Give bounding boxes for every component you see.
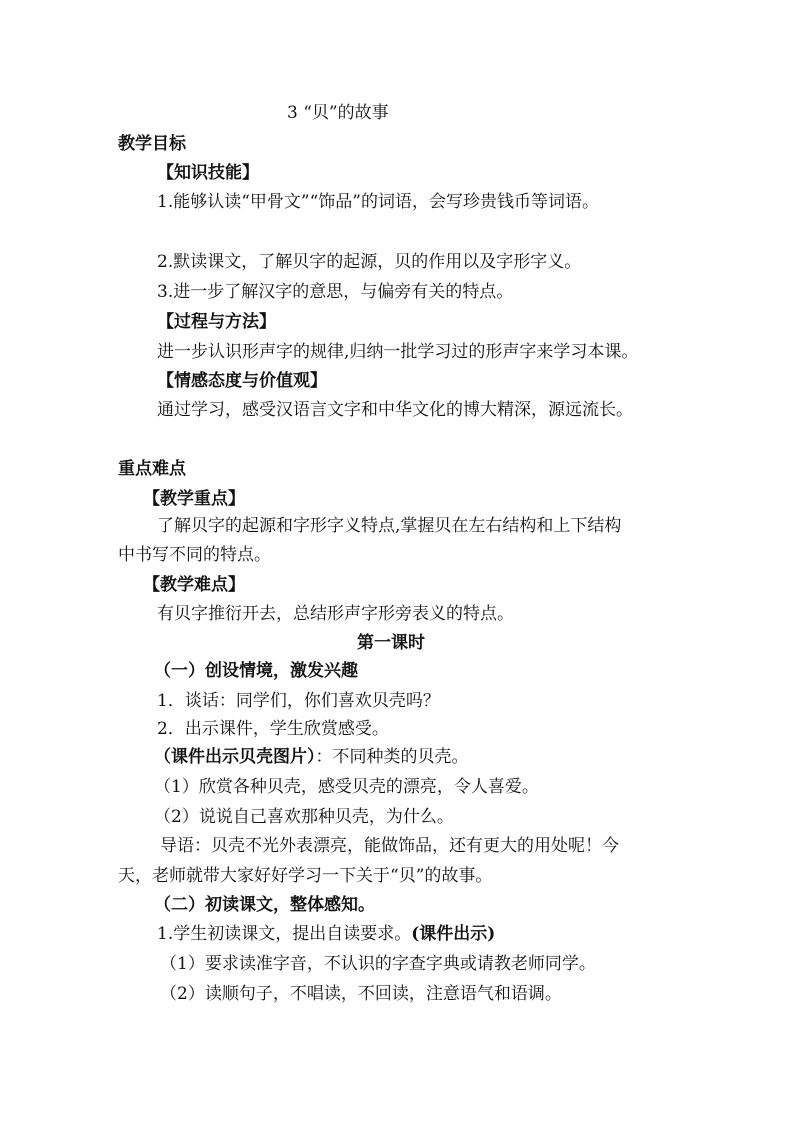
sub-item: （1）欣赏各种贝壳，感受贝壳的漂亮，令人喜爱。	[154, 777, 539, 797]
subheading-process: 【过程与方法】	[157, 312, 276, 332]
sub-item: （2）说说自己喜欢那种贝壳，为什么。	[154, 807, 454, 827]
courseware-note	[154, 746, 469, 768]
knowledge-item: 1.能够认读“甲骨文”“饰品”的词语，会写珍贵钱币等词语。	[157, 192, 599, 212]
subheading-teach-difficulty: 【教学难点】	[143, 575, 245, 595]
guide-text: 导语：贝壳不光外表漂亮，能做饰品，还有更大的用处呢！今	[160, 836, 619, 856]
part-item	[157, 923, 495, 945]
teach-key-text: 中书写不同的特点。	[118, 545, 271, 565]
sub-item: （2）读顺句子，不唱读，不回读，注意语气和语调。	[160, 984, 562, 1004]
part-heading: （二）初读课文，整体感知。	[154, 895, 375, 915]
process-text: 进一步认识形声字的规律,归纳一批学习过的形声字来学习本课。	[157, 342, 639, 362]
part-item: 2．出示课件，学生欣赏感受。	[157, 719, 389, 739]
knowledge-item: 3.进一步了解汉字的意思，与偏旁有关的特点。	[157, 282, 514, 302]
part-item: 1．谈话：同学们，你们喜欢贝壳吗？	[157, 691, 440, 711]
teach-key-text: 了解贝字的起源和字形字义特点,掌握贝在左右结构和上下结构	[157, 516, 622, 536]
section-heading-goals: 教学目标	[118, 134, 186, 154]
subheading-knowledge: 【知识技能】	[157, 163, 259, 183]
subheading-emotion: 【情感态度与价值观】	[157, 371, 327, 391]
knowledge-item: 2.默读课文，了解贝字的起源，贝的作用以及字形字义。	[157, 252, 582, 272]
lesson-title: 3 “贝”的故事	[287, 103, 389, 123]
subheading-teach-key: 【教学重点】	[143, 489, 245, 509]
section-heading-key-points: 重点难点	[118, 459, 186, 479]
courseware-label: (课件出示)	[411, 924, 496, 944]
courseware-text: ：不同种类的贝壳。	[315, 747, 469, 767]
part-heading: （一）创设情境，激发兴趣	[154, 661, 358, 681]
guide-text: 天，老师就带大家好好学习一下关于“贝”的故事。	[118, 866, 493, 886]
lesson-heading: 第一课时	[357, 633, 425, 653]
emotion-text: 通过学习，感受汉语言文字和中华文化的博大精深，源远流长。	[157, 400, 633, 420]
part-item-text: 1.学生初读课文，提出自读要求。	[157, 924, 412, 944]
courseware-label: （课件出示贝壳图片）	[154, 747, 316, 767]
sub-item: （1）要求读准字音，不认识的字查字典或请教老师同学。	[160, 954, 596, 974]
teach-difficulty-text: 有贝字推衍开去，总结形声字形旁表义的特点。	[157, 604, 514, 624]
